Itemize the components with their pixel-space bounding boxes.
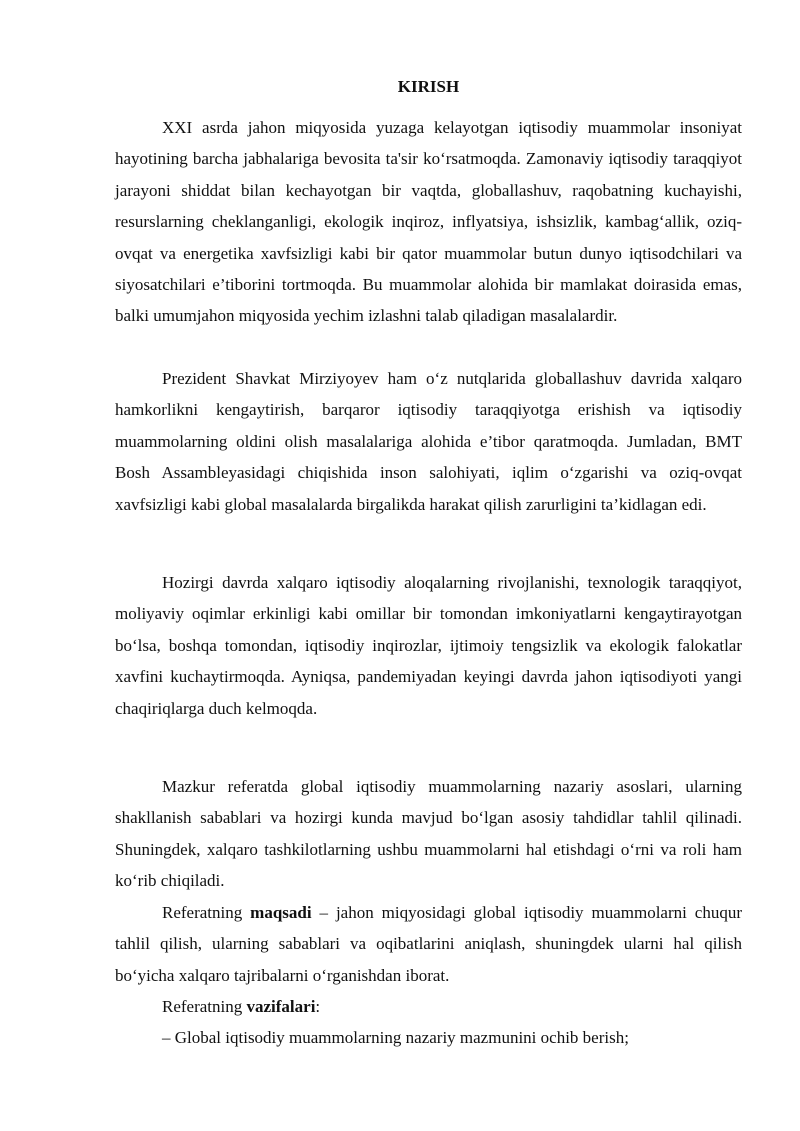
paragraph-current-period: Hozirgi davrda xalqaro iqtisodiy aloqalarning rivojlanishi, texnologik taraqqiyot, moliyaviy oqimlar erkinligi kabi omillar bir tomondan imkoniyatlarni kengaytirayotgan bo‘lsa, boshqa tomondan, iqtisodiy inqirozlar, ijtimoiy tengsizlik va ekologik falokatlar xavfini kuchaytirmoqda. Ayniqsa, pandemiyadan keyingi davrda jahon iqtisodiyoti yangi chaqiriqlarga duch kelmoqda. — [115, 573, 742, 718]
paragraph-president: Prezident Shavkat Mirziyoyev ham o‘z nutqlarida globallashuv davrida xalqaro hamkorlikni kengaytirish, barqaror iqtisodiy taraqqiyotga erishish va iqtisodiy muammolarning oldini olish masalalariga alohida e’tibor qaratmoqda. Jumladan, BMT Bosh Assambleyasidagi chiqishida inson salohiyati, iqlim o‘zgarishi va oziq-ovqat xavfsizligi kabi global masalalarda birgalikda harakat qilish zarurligini ta’kidlagan edi. — [115, 369, 742, 514]
tasks-suffix: : — [315, 997, 321, 1016]
task-item: – Global iqtisodiy muammolarning nazariy mazmunini ochib berish; — [162, 1028, 629, 1047]
paragraph-tasks-heading — [162, 991, 742, 1022]
paragraph-goal — [115, 897, 742, 991]
paragraph-intro: XXI asrda jahon miqyosida yuzaga kelayotgan iqtisodiy muammolar insoniyat hayotining barcha jabhalariga bevosita ta'sir ko‘rsatmoqda. Zamonaviy iqtisodiy taraqqiyot jarayoni shiddat bilan kechayotgan bir vaqtda, globallashuv, raqobatning kuchayishi, resurslarning cheklanganligi, ekologik inqiroz, inflyatsiya, ishsizlik, kambag‘allik, oziq-ovqat va energetika xavfsizligi kabi bir qator muammolar butun dunyo iqtisodchilari va siyosatchilari e’tiborini tortmoqda. Bu muammolar alohida bir mamlakat doirasida emas, balki umumjahon miqyosida yechim izlashni talab qiladigan masalalardir. — [115, 118, 742, 326]
goal-text: – jahon miqyosidagi global iqtisodiy muammolarni chuqur tahlil qilish, ularning sabablari va oqibatlarini aniqlash, shuningdek ularni hal qilish bo‘yicha xalqaro tajribalarni o‘rganishdan iborat. — [115, 903, 742, 985]
goal-keyword: maqsadi — [250, 903, 312, 922]
tasks-prefix: Referatning — [162, 997, 247, 1016]
tasks-keyword: vazifalari — [246, 997, 316, 1016]
paragraph-scope: Mazkur referatda global iqtisodiy muammolarning nazariy asoslari, ularning shakllanish sabablari va hozirgi kunda mavjud bo‘lgan asosiy tahdidlar tahlil qilinadi. Shuningdek, xalqaro tashkilotlarning ushbu muammolarni hal etishdagi o‘rni va roli ham ko‘rib chiqiladi. — [115, 777, 742, 891]
page-title: KIRISH — [397, 77, 460, 96]
goal-prefix: Referatning — [162, 903, 251, 922]
